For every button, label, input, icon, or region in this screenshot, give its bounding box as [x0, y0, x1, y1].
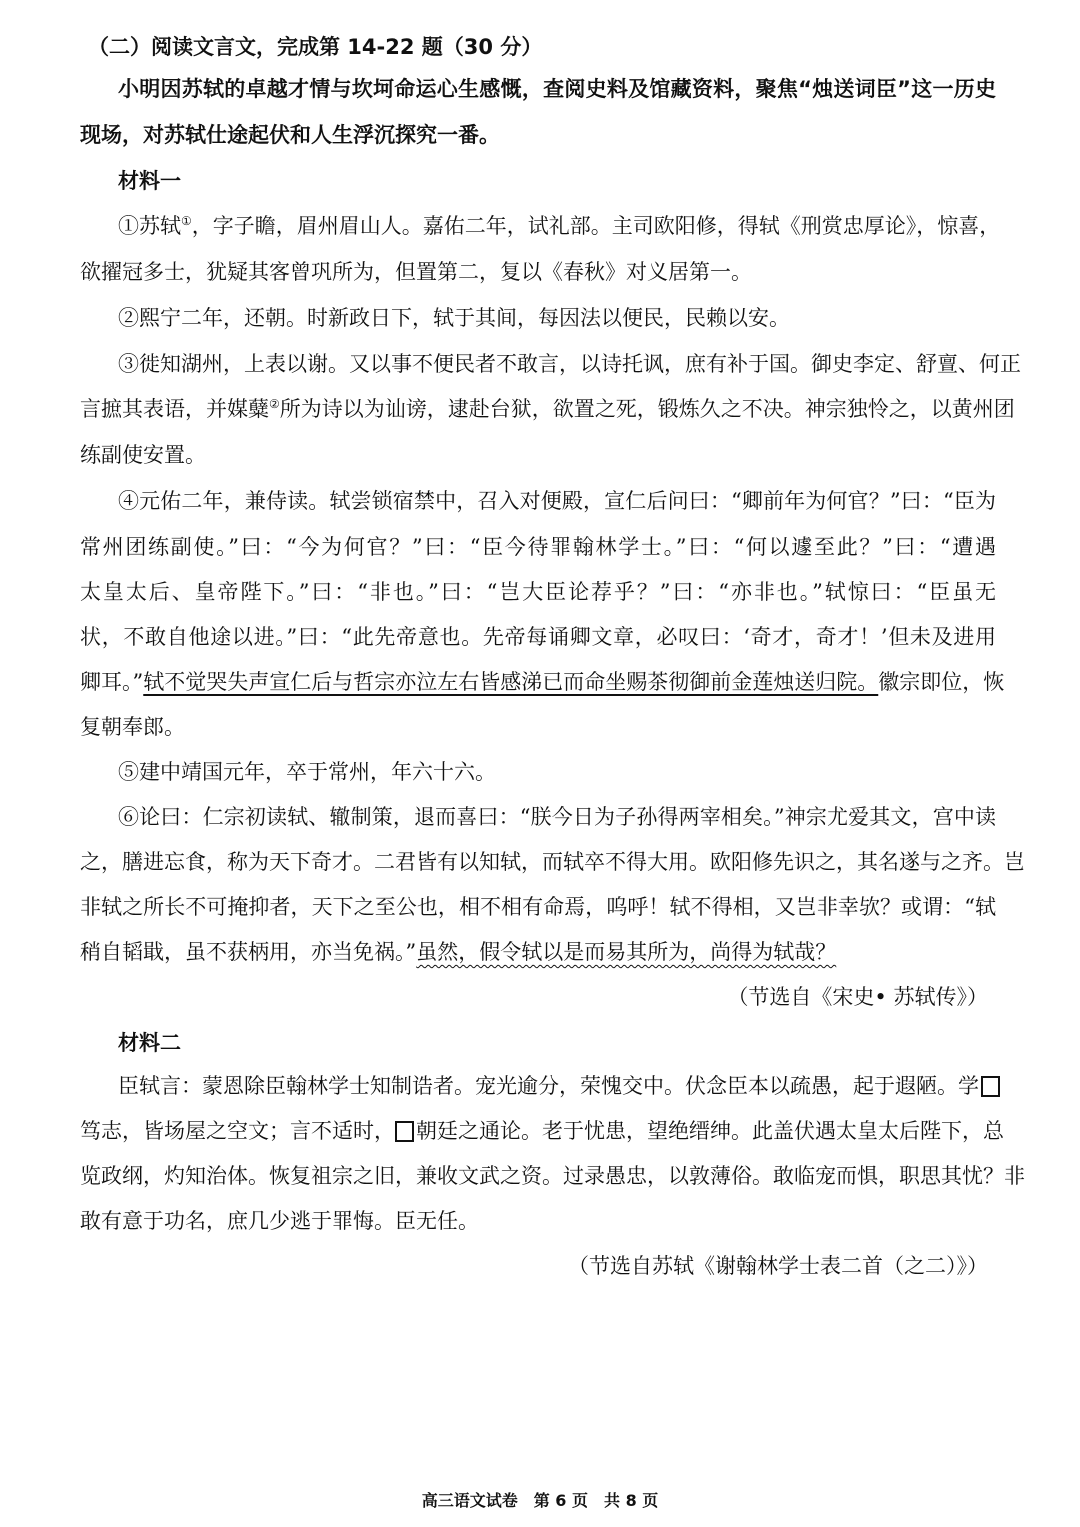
paragraph-line — [80, 667, 1005, 697]
text-run: 稍自韬戢，虽不获柄用，亦当免祸。” — [80, 940, 417, 964]
section-heading: （二）阅读文言文，完成第 14-22 题（30 分） — [88, 35, 543, 59]
text-run: 所为诗以为讪谤，逮赴台狱，欲置之死，锻炼久之不决。神宗独怜之，以黄州团 — [279, 397, 1015, 421]
blank-box — [395, 1121, 414, 1142]
material-title: 材料一 — [118, 169, 181, 193]
paragraph-line — [80, 1116, 1004, 1146]
text-run: 臣轼言：蒙恩除臣翰林学士知制诰者。宠光逾分，荣愧交中。伏念臣本以疏愚，起于遐陋。学 — [118, 1074, 979, 1098]
text-run: 言摭其表语，并媒糵 — [80, 397, 269, 421]
paragraph-line: 之，膳进忘食，称为天下奇才。二君皆有以知轼，而轼卒不得大用。欧阳修先识之，其名遂与之齐。岂 — [80, 850, 1025, 874]
paragraph-line: 练副使安置。 — [80, 443, 206, 467]
source-citation: （节选自苏轼《谢翰林学士表二首（之二）》） — [568, 1254, 988, 1278]
paragraph-line: 览政纲，灼知治体。恢复祖宗之旧，兼收文武之资。过录愚忠，以敦薄俗。敢临宠而惧，职思其忧？非 — [80, 1164, 1025, 1188]
paragraph-line: 敢有意于功名，庶几少逃于罪悔。臣无任。 — [80, 1209, 479, 1233]
intro-line: 小明因苏轼的卓越才情与坎坷命运心生感慨，查阅史料及馆藏资料，聚焦“烛送词臣”这一历史 — [118, 77, 996, 101]
paragraph-line: ⑥论曰：仁宗初读轼、辙制策，退而喜曰：“朕今日为子孙得两宰相矣。”神宗尤爱其文，宫中读 — [118, 805, 996, 829]
text-run: 卿耳。” — [80, 670, 144, 694]
paragraph-line: ②熙宁二年，还朝。时新政日下，轼于其间，每因法以便民，民赖以安。 — [118, 306, 790, 330]
text-run: 徽宗即位，恢 — [878, 670, 1005, 694]
paragraph-line — [80, 394, 1015, 424]
footnote-marker: ① — [181, 214, 192, 228]
paragraph-line: 状，不敢自他途以进。”曰：“此先帝意也。先帝每诵卿文章，必叹曰：‘奇才，奇才！’但未及进用 — [80, 625, 996, 649]
page-footer: 高三语文试卷 第 6 页 共 8 页 — [421, 1491, 659, 1510]
text-run: 朝廷之通论。老于忧患，望绝缙绅。此盖伏遇太皇太后陛下，总 — [416, 1119, 1004, 1143]
source-citation: （节选自《宋史• 苏轼传》） — [727, 985, 988, 1009]
paragraph-line: ④元佑二年，兼侍读。轼尝锁宿禁中，召入对便殿，宣仁后问曰：“卿前年为何官？”曰：“臣为 — [118, 489, 996, 513]
underlined-sentence: 轼不觉哭失声宣仁后与哲宗亦泣左右皆感涕已而命坐赐茶彻御前金莲烛送归院。 — [143, 670, 879, 694]
footnote-marker: ② — [269, 397, 280, 411]
paragraph-line: 欲擢冠多士，犹疑其客曾巩所为，但置第二，复以《春秋》对义居第一。 — [80, 260, 752, 284]
paragraph-line: 太皇太后、皇帝陛下。”曰：“非也。”曰：“岂大臣论荐乎？”曰：“亦非也。”轼惊曰：“臣虽无 — [80, 580, 996, 604]
paragraph-line — [118, 1071, 996, 1101]
text-run: ，字子瞻，眉州眉山人。嘉佑二年，试礼部。主司欧阳修，得轼《刑赏忠厚论》，惊喜， — [191, 214, 1001, 238]
material-title: 材料二 — [118, 1031, 181, 1055]
paragraph-line — [80, 937, 836, 967]
text-run: 笃志，皆场屋之空文；言不适时， — [80, 1119, 395, 1143]
wavy-underlined-sentence: 虽然，假令轼以是而易其所为，尚得为轼哉？ — [416, 940, 837, 964]
blank-box — [981, 1076, 1000, 1097]
paragraph-line: ③徙知湖州，上表以谢。又以事不便民者不敢言，以诗托讽，庶有补于国。御史李定、舒亶、何正 — [118, 352, 1021, 376]
text-run: ①苏轼 — [118, 214, 181, 238]
paragraph-line — [118, 211, 1001, 241]
intro-line: 现场，对苏轼仕途起伏和人生浮沉探究一番。 — [80, 123, 500, 147]
paragraph-line: 非轼之所长不可掩抑者，天下之至公也，相不相有命焉，呜呼！轼不得相，又岂非幸欤？或谓：“轼 — [80, 895, 996, 919]
paragraph-line: 常州团练副使。”曰：“今为何官？”曰：“臣今待罪翰林学士。”曰：“何以遽至此？”曰：“遭遇 — [80, 535, 996, 559]
paragraph-line: 复朝奉郎。 — [80, 715, 185, 739]
paragraph-line: ⑤建中靖国元年，卒于常州，年六十六。 — [118, 760, 496, 784]
